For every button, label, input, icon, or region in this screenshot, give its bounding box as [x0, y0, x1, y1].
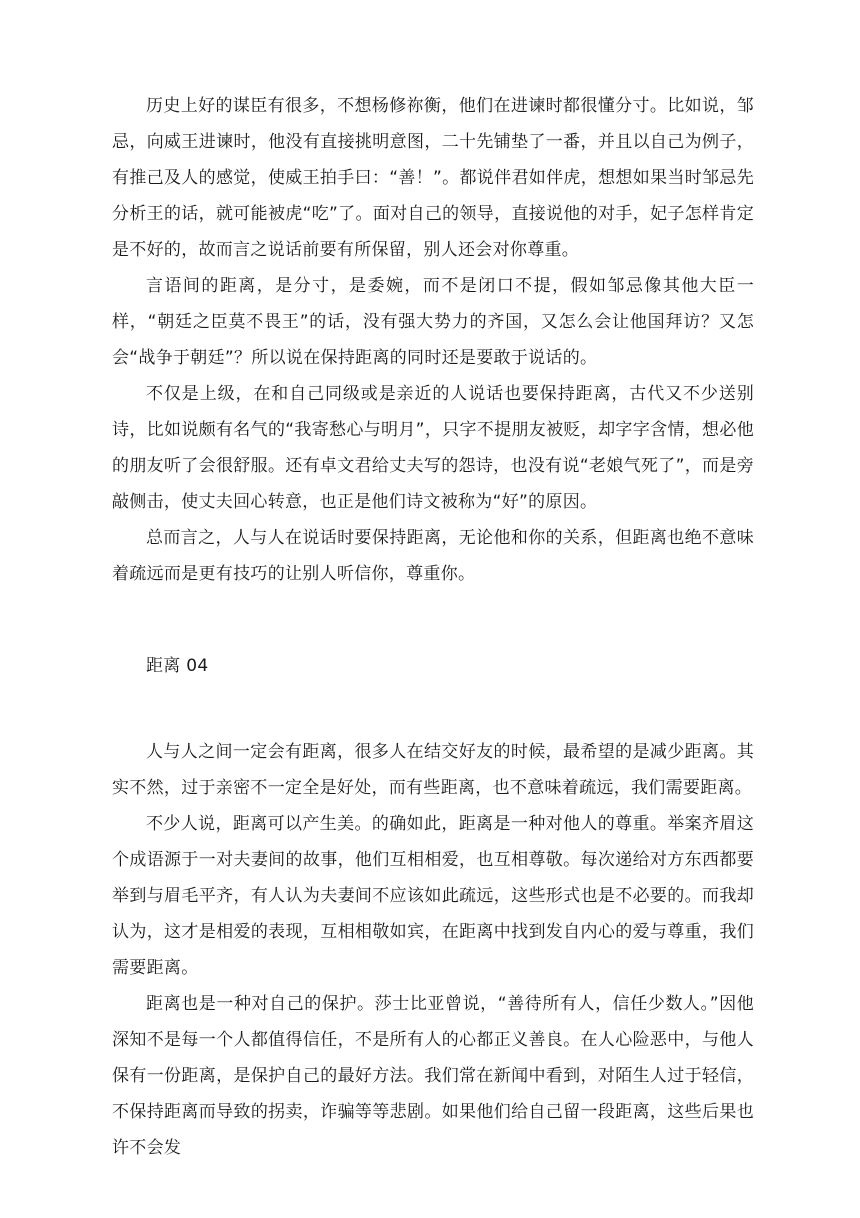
paragraph: 不仅是上级，在和自己同级或是亲近的人说话也要保持距离，古代又不少送别诗，比如说颇有名气的“我寄愁心与明月”，只字不提朋友被贬，却字字含情，想必他的朋友听了会很舒服。还有卓文君给丈夫写的怨诗，也没有说“老娘气死了”，而是旁敲侧击，使丈夫回心转意，也正是他们诗文被称为“好”的原因。 — [112, 384, 754, 512]
paragraph: 总而言之，人与人在说话时要保持距离，无论他和你的关系，但距离也绝不意味着疏远而是更有技巧的让别人听信你，尊重你。 — [112, 528, 754, 584]
paragraph: 历史上好的谋臣有很多，不想杨修祢衡，他们在进谏时都很懂分寸。比如说，邹忌，向威王进谏时，他没有直接挑明意图，二十先铺垫了一番，并且以自己为例子，有推己及人的感觉，使威王拍手曰：“善！”。都说伴君如伴虎，想想如果当时邹忌先分析王的话，就可能被虎“吃”了。面对自己的领导，直接说他的对手，妃子怎样肯定是不好的，故而言之说话前要有所保留，别人还会对你尊重。 — [112, 96, 754, 260]
paragraph: 人与人之间一定会有距离，很多人在结交好友的时候，最希望的是减少距离。其实不然，过于亲密不一定全是好处，而有些距离，也不意味着疏远，我们需要距离。 — [112, 742, 754, 798]
paragraph: 距离也是一种对自己的保护。莎士比亚曾说，“善待所有人，信任少数人。”因他深知不是每一个人都值得信任，不是所有人的心都正义善良。在人心险恶中，与他人保有一份距离，是保护自己的最好方法。我们常在新闻中看到，对陌生人过于轻信，不保持距离而导致的拐卖，诈骗等等悲剧。如果他们给自己留一段距离，这些后果也许不会发 — [112, 994, 754, 1158]
paragraph: 言语间的距离，是分寸，是委婉，而不是闭口不提，假如邹忌像其他大臣一样，“朝廷之臣莫不畏王”的话，没有强大势力的齐国，又怎么会让他国拜访？又怎会“战争于朝廷”？所以说在保持距离的同时还是要敢于说话的。 — [112, 276, 754, 368]
section-title: 距离 04 — [146, 656, 209, 676]
paragraph: 不少人说，距离可以产生美。的确如此，距离是一种对他人的尊重。举案齐眉这个成语源于一对夫妻间的故事，他们互相相爱，也互相尊敬。每次递给对方东西都要举到与眉毛平齐，有人认为夫妻间不应该如此疏远，这些形式也是不必要的。而我却认为，这才是相爱的表现，互相相敬如宾，在距离中找到发自内心的爱与尊重，我们需要距离。 — [112, 814, 754, 978]
document-body — [112, 88, 754, 1166]
